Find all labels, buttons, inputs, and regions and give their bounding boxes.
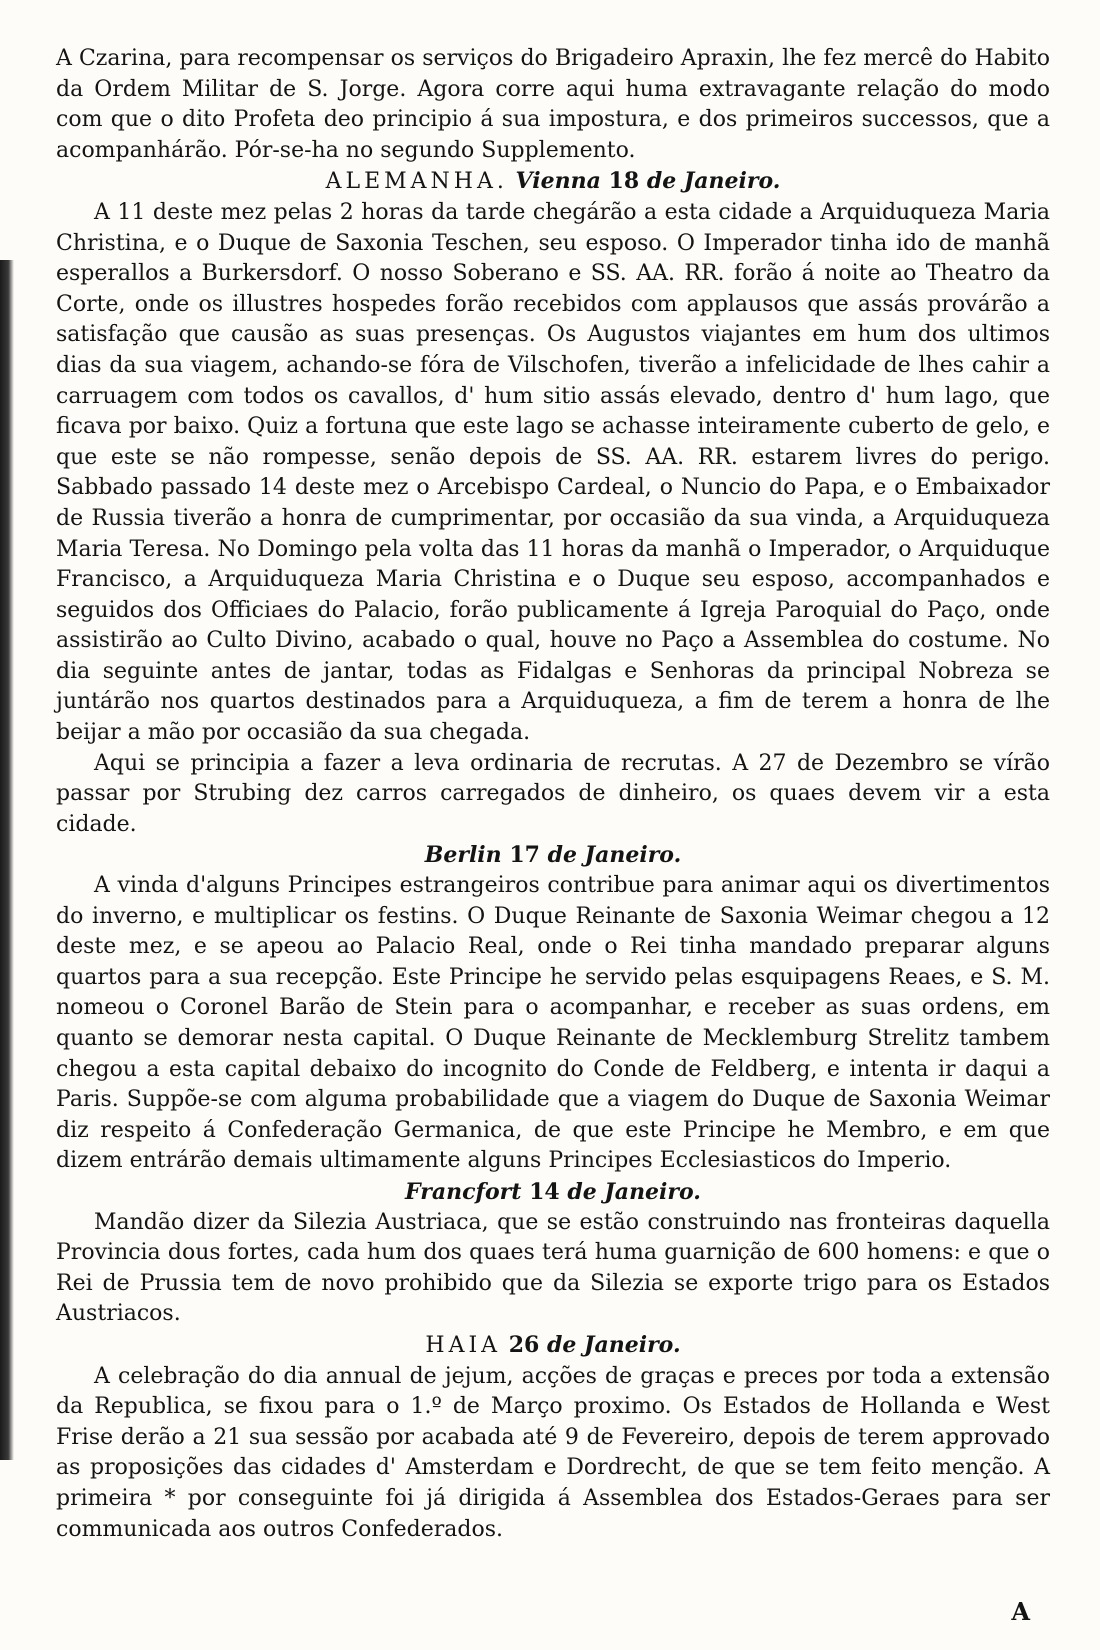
section-heading-berlin bbox=[56, 840, 1050, 871]
heading-day: 26 bbox=[508, 1331, 540, 1358]
catchword: A bbox=[1011, 1597, 1030, 1626]
heading-caps: HAIA bbox=[425, 1332, 502, 1358]
francfort-paragraph: Mandão dizer da Silezia Austriaca, que se estão construindo nas fronteiras daquella Provincia dous fortes, cada hum dos quaes terá huma guarnição de 600 homens: e que o Rei de Prussia tem de novo prohibido que da Silezia se exporte trigo para os Estados Austriacos. bbox=[56, 1209, 1050, 1327]
heading-caps: ALEMANHA. bbox=[325, 169, 508, 195]
section-heading-haia bbox=[56, 1330, 1050, 1362]
page-edge-shadow bbox=[0, 260, 14, 1460]
opening-paragraph: A Czarina, para recompensar os serviços do Brigadeiro Apraxin, lhe fez mercê do Habito da Ordem Militar de S. Jorge. Agora corre aqui huma extravagante relação do modo com que o dito Profeta deo principio á sua impostura, e dos primeiros successos, que a acompanhárão. Pór-se-ha no segundo Supplemento. bbox=[56, 46, 1050, 163]
section-heading-vienna bbox=[56, 166, 1050, 198]
heading-place: Francfort bbox=[405, 1178, 522, 1205]
section-heading-francfort bbox=[56, 1177, 1050, 1208]
heading-place: Berlin bbox=[424, 842, 502, 869]
heading-month: de Janeiro. bbox=[547, 842, 682, 869]
heading-day: 14 bbox=[529, 1178, 560, 1205]
newspaper-page bbox=[56, 44, 1050, 1545]
haia-paragraph: A celebração do dia annual de jejum, acções de graças e preces por toda a extensão da Republica, se fixou para o 1.º de Março proximo. Os Estados de Hollanda e West Frise derão a 21 sua sessão por acabada até 9 de Fevereiro, depois de terem approvado as proposições das cidades d' Amsterdam e Dordrecht, de que se tem feito menção. A primeira * por conseguinte foi já dirigida á Assemblea dos Estados-Geraes para ser communicada aos outros Confederados. bbox=[56, 1363, 1050, 1542]
heading-day: 18 bbox=[608, 168, 640, 195]
heading-month: de Janeiro. bbox=[567, 1178, 701, 1205]
vienna-paragraph-2: Aqui se principia a fazer a leva ordinaria de recrutas. A 27 de Dezembro se vírão passar por Strubing dez carros carregados de dinheiro, os quaes devem vir a esta cidade. bbox=[56, 750, 1050, 837]
heading-day: 17 bbox=[509, 842, 540, 869]
berlin-paragraph: A vinda d'alguns Principes estrangeiros contribue para animar aqui os divertimentos do inverno, e multiplicar os festins. O Duque Reinante de Saxonia Weimar chegou a 12 deste mez, e se apeou ao Palacio Real, onde o Rei tinha mandado preparar alguns quartos para a sua recepção. Este Principe he servido pelas esquipagens Reaes, e S. M. nomeou o Coronel Barão de Stein para o acompanhar, e receber as suas ordens, em quanto se demorar nesta capital. O Duque Reinante de Mecklemburg Strelitz tambem chegou a esta capital debaixo do incognito do Conde de Feldberg, e intenta ir daqui a Paris. Suppõe-se com alguma probabilidade que a viagem do Duque de Saxonia Weimar diz respeito á Confederação Germanica, de que este Principe he Membro, e em que dizem entrárão demais ultimamente alguns Principes Ecclesiasticos do Imperio. bbox=[56, 873, 1050, 1174]
heading-month: de Janeiro. bbox=[646, 168, 781, 195]
heading-month: de Janeiro. bbox=[547, 1331, 681, 1358]
heading-place: Vienna bbox=[515, 168, 601, 195]
vienna-paragraph-1: A 11 deste mez pelas 2 horas da tarde chegárão a esta cidade a Arquiduqueza Maria Christina, e o Duque de Saxonia Teschen, seu esposo. O Imperador tinha ido de manhã esperallos a Burkersdorf. O nosso Soberano e SS. AA. RR. forão á noite ao Theatro da Corte, onde os illustres hospedes forão recebidos com applausos que assás provárão a satisfação que causão as suas presenças. Os Augustos viajantes em hum dos ultimos dias da sua viagem, achando-se fóra de Vilschofen, tiverão a infelicidade de lhes cahir a carruagem com todos os cavallos, d' hum sitio assás elevado, dentro d' hum lago, que ficava por baixo. Quiz a fortuna que este lago se achasse inteiramente cuberto de gelo, e que este se não rompesse, senão depois de SS. AA. RR. estarem livres do perigo. Sabbado passado 14 deste mez o Arcebispo Cardeal, o Nuncio do Papa, e o Embaixador de Russia tiverão a honra de cumprimentar, por occasião da sua vinda, a Arquiduqueza Maria Teresa. No Domingo pela volta das 11 horas da manhã o Imperador, o Arquiduque Francisco, a Arquiduqueza Maria Christina e o Duque seu esposo, accompanhados e seguidos dos Officiaes do Palacio, forão publicamente á Igreja Paroquial do Paço, onde assistirão ao Culto Divino, acabado o qual, houve no Paço a Assemblea do costume. No dia seguinte antes de jantar, todas as Fidalgas e Senhoras da principal Nobreza se juntárão nos quartos destinados para a Arquiduqueza, a fim de terem a honra de lhe beijar a mão por occasião da sua chegada. bbox=[56, 199, 1050, 746]
